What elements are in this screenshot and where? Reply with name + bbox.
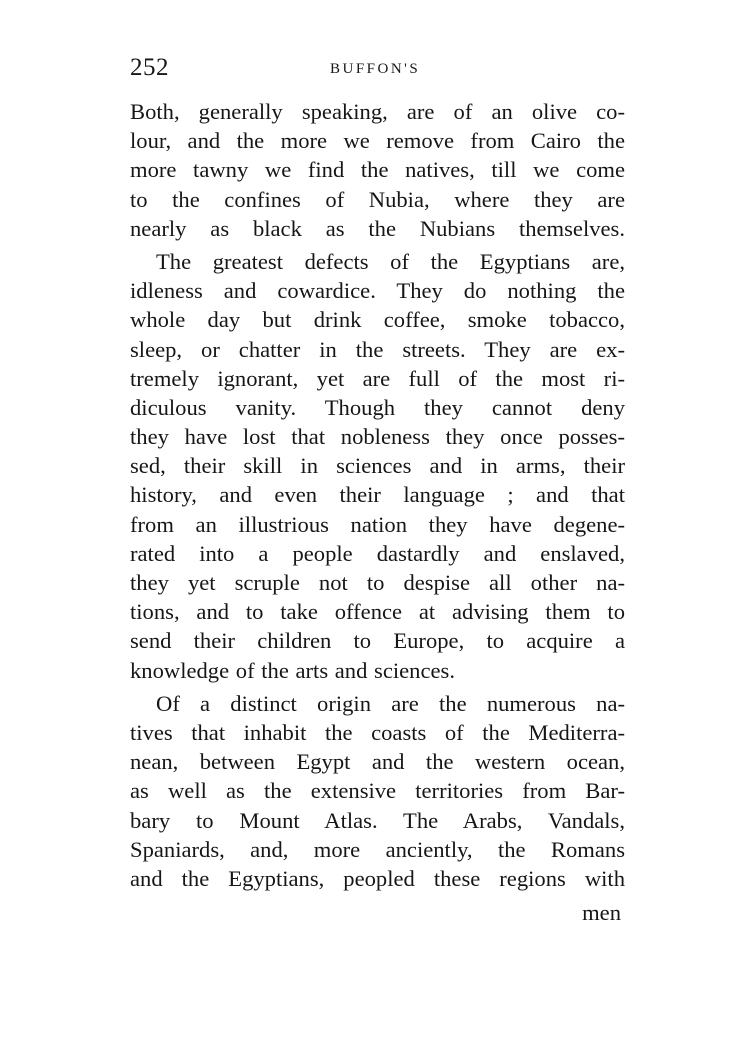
text-line: Of a distinct origin are the numerous na- [156, 690, 625, 716]
text-line: nean, between Egypt and the western ocean, [130, 749, 625, 775]
text-line: rated into a people dastardly and enslaved, [130, 540, 625, 566]
catchword: men [582, 900, 621, 926]
page-number: 252 [130, 54, 169, 81]
text-line: lour, and the more we remove from Cairo the [130, 128, 625, 154]
body-text [130, 97, 625, 928]
paragraph-3 [130, 689, 625, 894]
text-line: from an illustrious nation they have degene- [130, 511, 625, 537]
text-line: nearly as black as the Nubians themselves. [130, 215, 625, 241]
text-line: tives that inhabit the coasts of the Mediterra- [130, 719, 625, 745]
text-line: The greatest defects of the Egyptians are, [156, 248, 625, 274]
text-line: sleep, or chatter in the streets. They are ex- [130, 336, 625, 362]
paragraph-2 [130, 247, 625, 686]
text-line: more tawny we find the natives, till we come [130, 157, 625, 183]
text-line: diculous vanity. Though they cannot deny [130, 394, 625, 420]
text-line: tions, and to take offence at advising them to [130, 599, 625, 625]
text-line: they have lost that nobleness they once posses- [130, 424, 625, 450]
text-line: Both, generally speaking, are of an olive co- [130, 99, 625, 124]
text-line: bary to Mount Atlas. The Arabs, Vandals, [130, 807, 625, 833]
text-line: they yet scruple not to despise all other na- [130, 570, 625, 595]
text-line: to the confines of Nubia, where they are [130, 186, 625, 212]
text-line: Spaniards, and, more anciently, the Romans [130, 836, 625, 862]
paragraph-1 [130, 97, 625, 244]
text-line: tremely ignorant, yet are full of the most ri- [130, 365, 625, 391]
running-head: BUFFON'S [330, 61, 421, 77]
text-line: as well as the extensive territories from Bar- [130, 778, 625, 804]
text-line: whole day but drink coffee, smoke tobacco, [130, 307, 625, 333]
text-line: idleness and cowardice. They do nothing the [130, 278, 625, 304]
text-line: sed, their skill in sciences and in arms, their [130, 453, 625, 479]
text-line: send their children to Europe, to acquire a [130, 628, 625, 654]
text-line: and the Egyptians, peopled these regions with [130, 865, 625, 891]
page-header [130, 52, 625, 90]
text-line: knowledge of the arts and sciences. [130, 657, 455, 683]
book-page [130, 52, 625, 928]
text-line: history, and even their language ; and that [130, 482, 625, 508]
